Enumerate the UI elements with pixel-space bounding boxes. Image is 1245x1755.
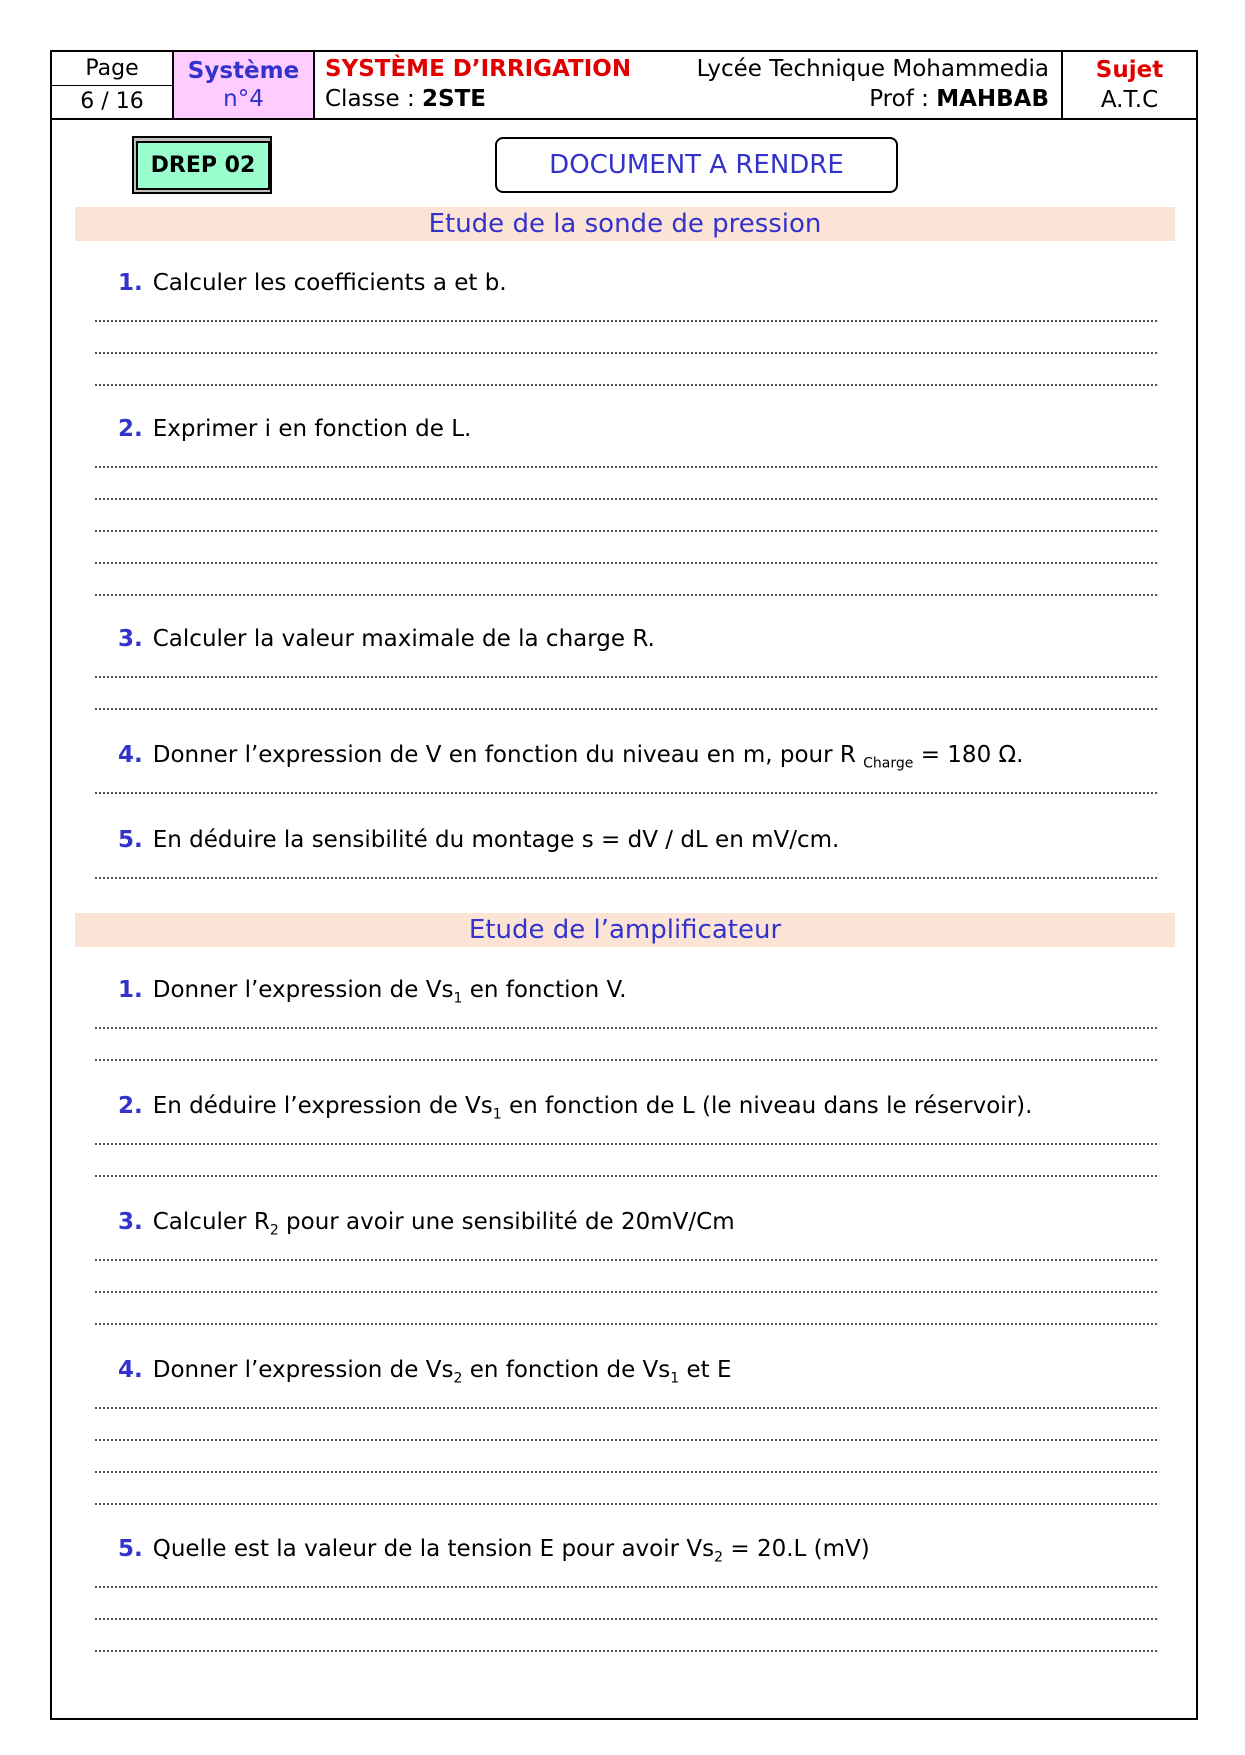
answer-line[interactable] [95, 498, 1157, 500]
page-frame [50, 50, 1198, 1720]
sujet-value: A.T.C [1100, 87, 1159, 113]
prof-info: Prof : MAHBAB [869, 86, 1049, 112]
answer-line[interactable] [95, 1503, 1157, 1505]
answer-line[interactable] [95, 320, 1157, 322]
answer-line[interactable] [95, 1291, 1157, 1293]
badge-label: DREP 02 [136, 141, 270, 190]
answer-line[interactable] [95, 1471, 1157, 1473]
answer-line[interactable] [95, 594, 1157, 596]
header-table [50, 50, 1198, 120]
section-title-amplificateur: Etude de l’amplificateur [75, 913, 1175, 947]
page-label: Page [52, 52, 172, 86]
classe-info: Classe : 2STE [325, 86, 486, 112]
answer-line[interactable] [95, 1439, 1157, 1441]
systeme-number: n°4 [223, 86, 264, 112]
answer-line[interactable] [95, 384, 1157, 386]
drep-badge [132, 136, 272, 194]
systeme-label: Système [187, 58, 300, 84]
doc-title-box: DOCUMENT A RENDRE [495, 137, 898, 193]
page-number: 6 / 16 [80, 89, 144, 115]
question-1-1: 1. Calculer les coefficients a et b. [118, 270, 507, 296]
title-cell [315, 52, 1063, 118]
question-2-5: 5. Quelle est la valeur de la tension E pour avoir $Vs_2 = 20.L$ (mV) [118, 1536, 870, 1566]
answer-line[interactable] [95, 1059, 1157, 1061]
answer-line[interactable] [95, 1143, 1157, 1145]
answer-line[interactable] [95, 708, 1157, 710]
answer-line[interactable] [95, 676, 1157, 678]
answer-line[interactable] [95, 1650, 1157, 1652]
answer-line[interactable] [95, 466, 1157, 468]
answer-line[interactable] [95, 1618, 1157, 1620]
systeme-cell [174, 52, 315, 118]
sujet-cell [1063, 52, 1196, 118]
question-2-3: 3. Calculer $R_2$ pour avoir une sensibilité de 20mV/Cm [118, 1209, 735, 1239]
question-1-2: 2. Exprimer i en fonction de L. [118, 416, 472, 442]
answer-line[interactable] [95, 877, 1157, 879]
section-title-sonde: Etude de la sonde de pression [75, 207, 1175, 241]
document-title: SYSTÈME D’IRRIGATION [325, 56, 632, 82]
question-1-5: 5. En déduire la sensibilité du montage s = dV / dL en mV/cm. [118, 827, 840, 853]
question-1-3: 3. Calculer la valeur maximale de la charge R. [118, 626, 655, 652]
answer-line[interactable] [95, 1407, 1157, 1409]
question-2-1: 1. Donner l’expression de $Vs_1$ en fonction V. [118, 977, 627, 1007]
answer-line[interactable] [95, 1027, 1157, 1029]
answer-line[interactable] [95, 352, 1157, 354]
question-2-4: 4. Donner l’expression de $Vs_2$ en fonction de $Vs_1$ et E [118, 1357, 732, 1387]
school-name: Lycée Technique Mohammedia [696, 56, 1049, 82]
answer-line[interactable] [95, 1323, 1157, 1325]
page-cell [52, 52, 174, 118]
answer-line[interactable] [95, 792, 1157, 794]
answer-line[interactable] [95, 1175, 1157, 1177]
question-2-2: 2. En déduire l’expression de $Vs_1$ en fonction de L (le niveau dans le réservoir). [118, 1093, 1033, 1123]
answer-line[interactable] [95, 1259, 1157, 1261]
answer-line[interactable] [95, 562, 1157, 564]
question-1-4: 4. Donner l’expression de V en fonction du niveau en m, pour R $_{Charge}$ = 180 Ω. [118, 742, 1024, 772]
answer-line[interactable] [95, 530, 1157, 532]
sujet-label: Sujet [1095, 57, 1164, 83]
answer-line[interactable] [95, 1586, 1157, 1588]
